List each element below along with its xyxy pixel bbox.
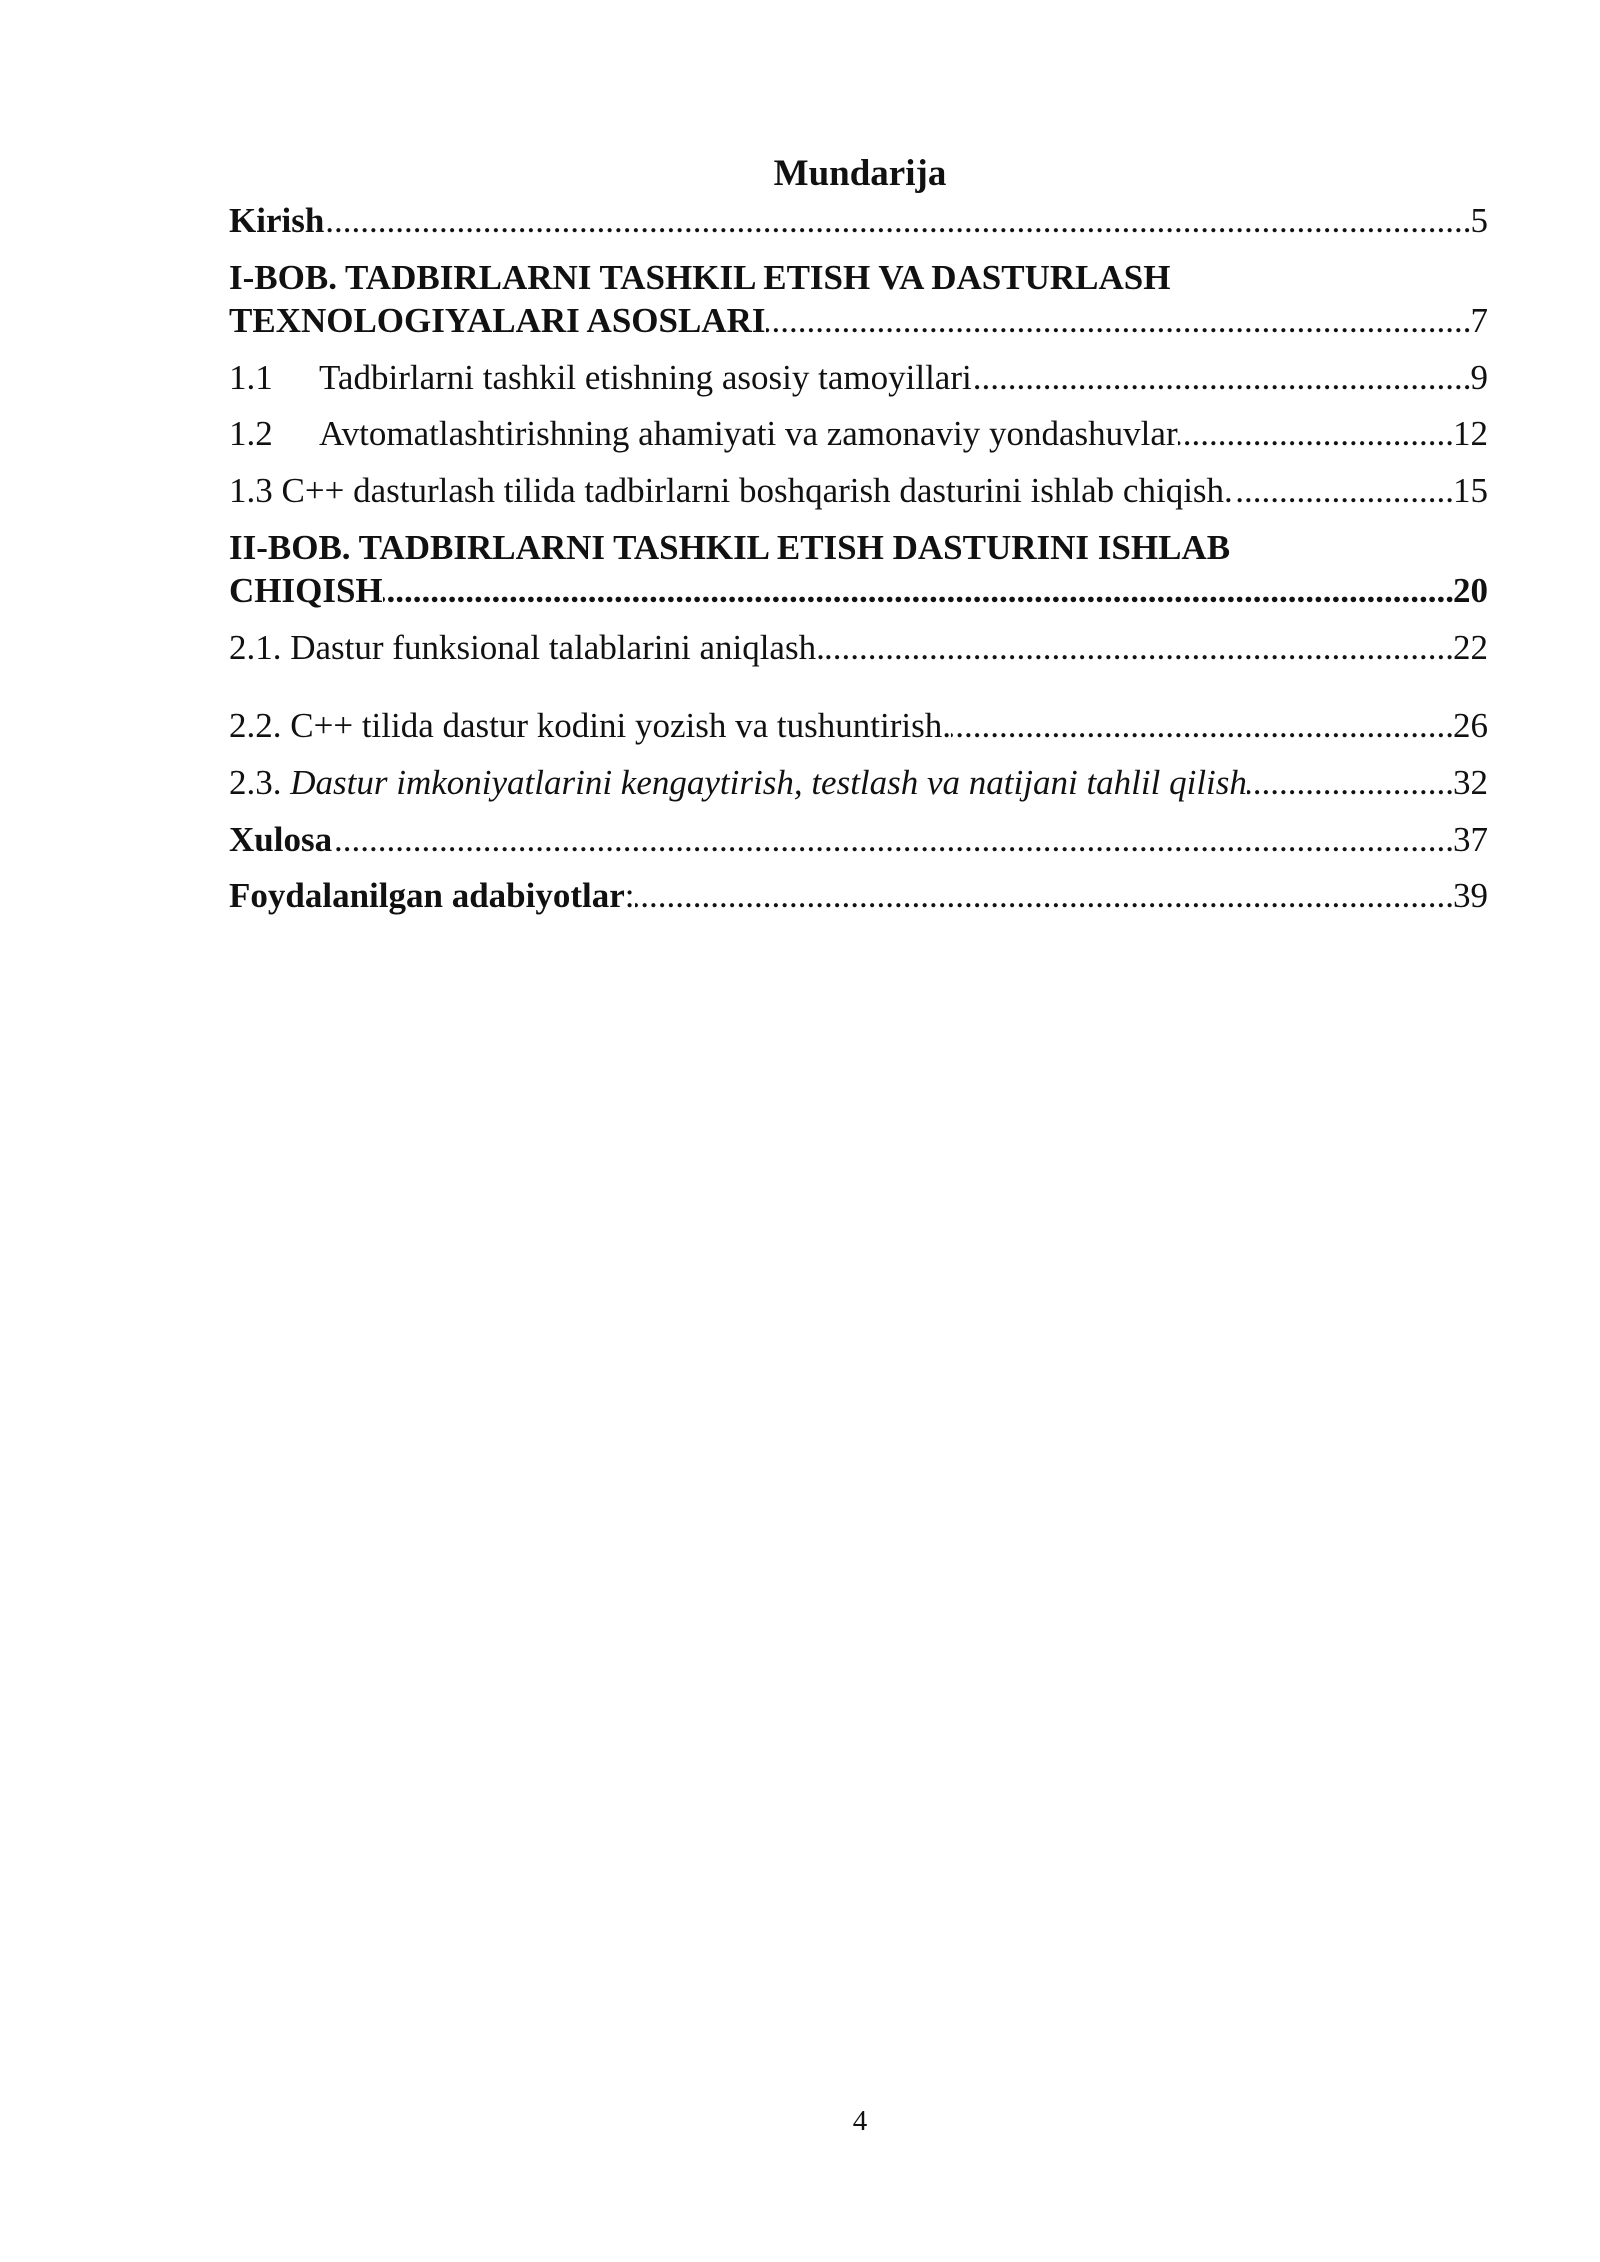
toc-entry-title: Avtomatlashtirishning ahamiyati va zamonaviy yondashuvlar — [319, 414, 1178, 453]
toc-entry-page: 12 — [1453, 414, 1488, 453]
toc-entry-number: 1.2 — [229, 414, 273, 453]
toc-entry-1-3[interactable] — [229, 471, 1488, 511]
toc-entry-2-1[interactable] — [229, 628, 1488, 668]
toc-entry-2-2[interactable] — [229, 706, 1488, 746]
toc-entry-number: 2.3. — [229, 763, 282, 802]
toc-entry-label — [229, 414, 1178, 454]
toc-entry-title: Foydalanilgan adabiyotlar — [229, 876, 625, 915]
toc-entry-page: 15 — [1453, 471, 1488, 510]
toc-chapter2-line1[interactable]: II-BOB. TADBIRLARNI TASHKIL ETISH DASTURINI ISHLAB — [229, 528, 1231, 567]
toc-entry-adabiyotlar[interactable] — [229, 876, 1488, 916]
toc-entry-number: 1.1 — [229, 358, 273, 397]
toc-entry-label: 1.3 C++ dasturlash tilida tadbirlarni boshqarish dasturini ishlab chiqish. — [229, 471, 1233, 510]
page-number: 4 — [852, 2105, 868, 2137]
toc-entry-label: 2.2. C++ tilida dastur kodini yozish va tushuntirish. — [229, 706, 951, 745]
toc-entry-page: 32 — [1453, 763, 1488, 802]
toc-entry-label — [229, 358, 972, 398]
toc-entry-chapter2[interactable] — [229, 571, 1488, 611]
toc-entry-label — [229, 763, 1247, 803]
toc-entry-2-3[interactable] — [229, 763, 1488, 803]
dot-leader — [229, 820, 1488, 860]
toc-entry-1-2[interactable] — [229, 414, 1488, 454]
toc-entry-page: 20 — [1453, 571, 1488, 610]
toc-entry-page: 39 — [1453, 876, 1488, 915]
toc-entry-label: Xulosa — [229, 820, 333, 859]
toc-entry-page: 9 — [1470, 358, 1488, 397]
toc-entry-chapter1[interactable] — [229, 301, 1488, 341]
toc-entry-label: Kirish — [229, 201, 325, 240]
toc-entry-kirish[interactable] — [229, 201, 1488, 241]
dot-leader — [229, 201, 1488, 241]
toc-entry-label: TEXNOLOGIYALARI ASOSLARI — [229, 301, 766, 340]
toc-entry-page: 37 — [1453, 820, 1488, 859]
toc-entry-page: 26 — [1453, 706, 1488, 745]
toc-entry-page: 7 — [1470, 301, 1488, 340]
toc-chapter1-line1[interactable]: I-BOB. TADBIRLARNI TASHKIL ETISH VA DASTURLASH — [229, 258, 1171, 297]
toc-entry-label — [229, 876, 635, 916]
toc-entry-1-1[interactable] — [229, 358, 1488, 398]
dot-leader — [229, 571, 1488, 611]
toc-entry-title: Tadbirlarni tashkil etishning asosiy tamoyillari — [319, 358, 972, 397]
toc-entry-page: 5 — [1470, 201, 1488, 240]
toc-title: Mundarija — [773, 153, 947, 194]
toc-entry-page: 22 — [1453, 628, 1488, 667]
toc-entry-suffix: : — [624, 876, 635, 915]
toc-entry-title: Dastur imkoniyatlarini kengaytirish, testlash va natijani tahlil qilish — [290, 763, 1247, 802]
toc-entry-label: CHIQISH — [229, 571, 383, 610]
toc-entry-xulosa[interactable] — [229, 820, 1488, 860]
toc-entry-label: 2.1. Dastur funksional talablarini aniqlash. — [229, 628, 825, 667]
